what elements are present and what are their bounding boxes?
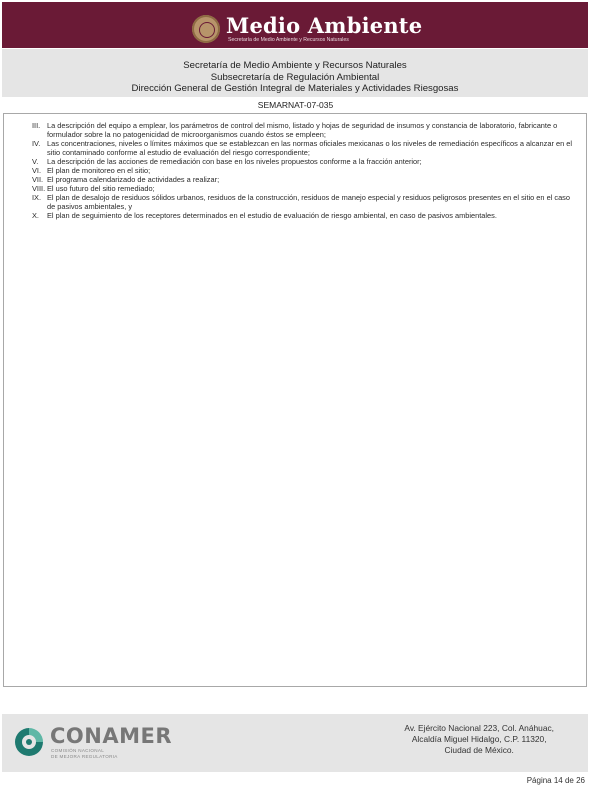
list-item <box>32 121 577 139</box>
list-item <box>32 139 577 157</box>
conamer-name: CONAMER <box>50 724 173 748</box>
header-banner <box>2 2 588 48</box>
agency-line-3: Dirección General de Gestión Integral de Materiales y Actividades Riesgosas <box>131 83 459 94</box>
item-text: El uso futuro del sitio remediado; <box>47 184 155 193</box>
conamer-logo-icon <box>12 725 46 759</box>
item-text: El plan de seguimiento de los receptores determinados en el estudio de evaluación de riesgo ambiental, en caso de pasivos ambientales. <box>47 211 497 220</box>
brand-subtitle: Secretaría de Medio Ambiente y Recursos Naturales <box>228 36 349 43</box>
agency-line-1: Secretaría de Medio Ambiente y Recursos Naturales <box>183 60 407 71</box>
government-seal-icon <box>192 15 220 43</box>
address-block <box>404 723 554 756</box>
requirements-list <box>32 121 577 220</box>
agency-line-2: Subsecretaría de Regulación Ambiental <box>210 71 380 83</box>
item-text: El plan de monitoreo en el sitio; <box>47 166 151 175</box>
document-code: SEMARNAT-07-035 <box>257 100 334 110</box>
item-number: III. <box>32 121 41 130</box>
address-line-3: Ciudad de México. <box>444 745 514 755</box>
item-text: La descripción de las acciones de remediación con base en los niveles propuestos conforme a la fracción anterior; <box>47 157 422 166</box>
item-number: IV. <box>32 139 41 148</box>
list-item <box>32 193 577 211</box>
item-number: X. <box>32 211 39 220</box>
list-item <box>32 166 577 175</box>
item-number: VIII. <box>32 184 46 193</box>
conamer-subtitle <box>51 748 118 759</box>
item-number: IX. <box>32 193 42 202</box>
page-number: Página 14 de 26 <box>526 776 585 785</box>
item-text: El plan de desalojo de residuos sólidos urbanos, residuos de la construcción, residuos de manejo especial y residuos peligrosos presentes en el sitio en el caso de pasivos ambientales, y <box>47 193 570 211</box>
address-line-2: Alcaldía Miguel Hidalgo, C.P. 11320, <box>411 734 547 744</box>
agency-header <box>2 49 588 97</box>
item-number: VI. <box>32 166 42 175</box>
item-text: El programa calendarizado de actividades a realizar; <box>47 175 220 184</box>
brand-block <box>226 12 423 44</box>
list-item <box>32 211 577 220</box>
list-item <box>32 157 577 166</box>
footer <box>2 714 588 772</box>
medio-ambiente-logo <box>192 13 422 45</box>
brand-title: Medio Ambiente <box>226 12 423 38</box>
item-number: V. <box>32 157 39 166</box>
conamer-sub-line-2: DE MEJORA REGULATORIA <box>51 753 118 759</box>
item-number: VII. <box>32 175 44 184</box>
item-text: La descripción del equipo a emplear, los parámetros de control del mismo, listado y hojas de seguridad de insumos y constancia de laboratorio, fabricante o formulador sobre la no patogenicidad de microorganismos cuando éstos se empleen; <box>47 121 558 139</box>
list-item <box>32 184 577 193</box>
item-text: Las concentraciones, niveles o límites máximos que se establezcan en las normas oficiales mexicanas o los niveles de remediación específicos a alcanzar en el sitio contaminado conforme al estudio de evaluación del riesgo correspondiente; <box>47 139 573 157</box>
conamer-sub-line-1: COMISIÓN NACIONAL <box>51 748 105 753</box>
address-line-1: Av. Ejército Nacional 223, Col. Anáhuac, <box>404 723 554 733</box>
list-item <box>32 175 577 184</box>
